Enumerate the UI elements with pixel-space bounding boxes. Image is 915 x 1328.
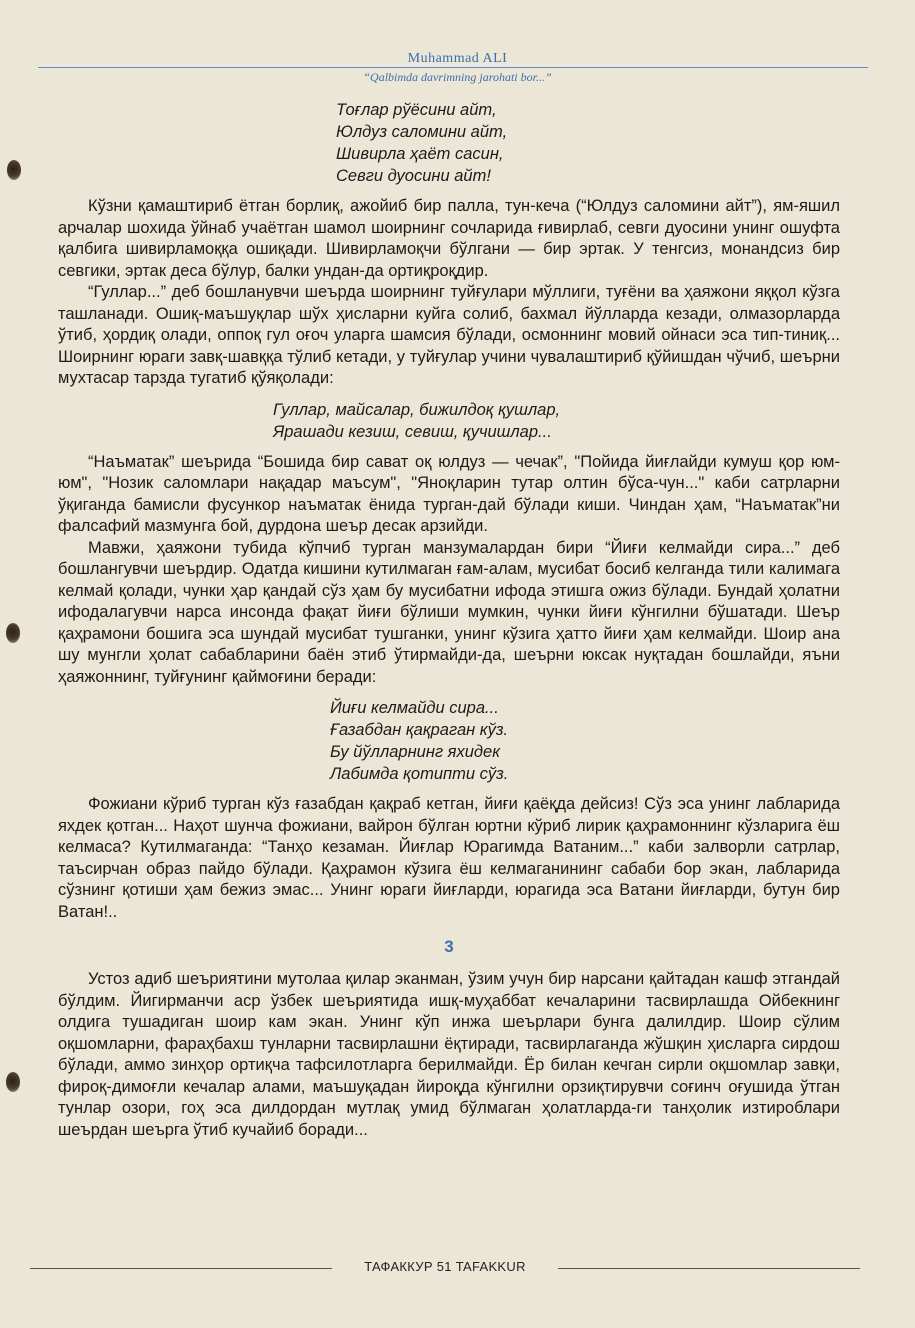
poem-line: Ярашади кезиш, севиш, қучишлар... xyxy=(273,422,552,441)
poem-line: Гуллар, майсалар, бижилдоқ қушлар, xyxy=(273,400,561,419)
poem-stanza-2 xyxy=(58,399,840,443)
binding-hole xyxy=(6,623,20,643)
paragraph: “Наъматак” шеърида “Бошида бир сават оқ юлдуз — чечак”, "Пойида йиғлайди кумуш қор юм-юм", "Нозик саломлари нақадар маъсум", "Яноқларин тутар олтин бўса-чун..." каби сатрларни ўқиганда бамисли фусункор наъматак ёнида турган-дай бўлади киши. Чиндан ҳам, “Наъматак”ни фалсафий мазмунга бой, дурдона шеър десак арзийди. xyxy=(58,452,840,535)
poem-line: Тоғлар рўёсини айт, xyxy=(336,101,497,119)
binding-hole xyxy=(7,160,21,180)
running-header-quote: “Qalbimda davrimning jarohati bor...” xyxy=(363,70,552,84)
paragraph: Устоз адиб шеъриятини мутолаа қилар эканман, ўзим учун бир нарсани қайтадан кашф этгандай бўлдим. Йигирманчи аср ўзбек шеъриятида ишқ-муҳаббат кечаларини тасвирлашда Ойбекнинг олдига тушадиган шоир кам экан. Унинг кўп инжа шеърлари бунга далилдир. Шоир сўлим оқшомларни, фараҳбахш тунларни тасвирлашни ёқтиради, тасвирлаганда жўшқин ҳисларга сирдош бўлади, аммо зинҳор ортиқча тафсилотларга берилмайди. Ёр билан кечган сирли оқшомлар завқи, фироқ-димоғли кечалар алами, маъшуқадан йироқда кўнгилни орзиқтирувчи соғинч оғушида ўтган тунлар озори, гоҳ эса дилдордан мутлақ умид бўлмаган ҳолатларда-ги танҳолик изтироблари шеърдан шеърга ўтиб кучайиб боради... xyxy=(58,970,840,1139)
header-rule xyxy=(38,67,868,68)
poem-line: Бу йўлларнинг яхидек xyxy=(330,743,500,761)
paragraph: Фожиани кўриб турган кўз ғазабдан қақраб кетган, йиғи қаёқда дейсиз! Сўз эса унинг лабларида яхдек қотган... Наҳот шунча фожиани, вайрон бўлган юртни кўриб лирик қаҳрамоннинг кўзларига ёш келмаса? Кутилмаганда: “Танҳо кезаман. Йиғлар Юрагимда Ватаним...” каби залворли сатрлар, таъсирчан образ пайдо бўлади. Қаҳрамон кўзига ёш келмаганининг сабаби бор экан, лабларида сўзнинг қотиши ҳам бежиз эмас... Унинг юраги йиғларди, юрагида эса Ватани йиғларди, бутун бир Ватан!.. xyxy=(58,795,840,921)
section-number: 3 xyxy=(444,937,454,956)
binding-hole xyxy=(6,1072,20,1092)
poem-line: Севги дуосини айт! xyxy=(336,167,491,185)
poem-line: Йиғи келмайди сира... xyxy=(330,699,499,717)
running-header-author: Muhammad ALI xyxy=(407,51,508,66)
poem-line: Ғазабдан қақраган кўз. xyxy=(330,721,509,739)
footer-label: ТАФАККУР 51 TAFAKKUR xyxy=(364,1259,526,1274)
paragraph: Кўзни қамаштириб ётган борлиқ, ажойиб бир палла, тун-кеча (“Юлдуз саломини айт”), ям-яшил арчалар шохида ўйнаб учаётган шамол шоирнинг сочларида ғивирлаб, севги дуосини унинг ошуфта қалбига шивирламоққа ошиқади. Шивирламоқчи бўлгани — бир эртак. У тенгсиз, монандсиз бир севгики, эртак деса бўлур, балки ундан-да ортиқроқдир. xyxy=(58,197,840,280)
page-footer xyxy=(30,1258,860,1278)
footer-rule-right xyxy=(558,1268,860,1269)
poem-line: Шивирла ҳаёт сасин, xyxy=(336,145,504,163)
poem-stanza-1 xyxy=(58,99,840,187)
paragraph: “Гуллар...” деб бошланувчи шеърда шоирнинг туйғулари мўллиги, туғёни ва ҳаяжони яққол кўзга ташланади. Ошиқ-маъшуқлар шўх ҳисларни куйга солиб, бахмал йўлларда кезади, олмазорларда ўтиб, ҳордиқ олади, оппоқ гул оғоч уларга шамсия бўлади, осмоннинг мовий ойнаси эса тип-тиниқ... Шоирнинг юраги завқ-шавққа тўлиб кетади, у туйғулар учини чувалаштириб қўйишдан чўчиб, шеърни мухтасар тарзда тугатиб қўяқолади: xyxy=(58,283,840,387)
poem-line: Лабимда қотипти сўз. xyxy=(330,765,509,783)
paragraph: Мавжи, ҳаяжони тубида кўпчиб турган манзумалардан бири “Йиғи келмайди сира...” деб бошлангувчи шеърдир. Одатда кишини кутилмаган ғам-алам, мусибат босиб келганда тили калимага келмай қолади, чунки ҳар қандай сўз ҳам бу мусибатни ифода этишга ожиз бўлади. Бундай ҳолатни ифодалагувчи нарса инсонда фақат йиғи бўлиши мумкин, чунки йиғи кўнгилни бўшатади. Шеър қаҳрамони бошига эса шундай мусибат тушганки, унинг кўзига ҳатто йиғи ҳам келмайди. Шоир ана шу мунгли ҳолат сабабларини баён этиб ўтирмайди-да, шеърни юксак нуқтадан бошлайди, яъни ҳаяжоннинг, туйғунинг қаймоғини беради: xyxy=(58,538,840,686)
article-body xyxy=(58,99,840,1141)
poem-line: Юлдуз саломини айт, xyxy=(336,123,508,141)
poem-stanza-3 xyxy=(58,697,840,785)
